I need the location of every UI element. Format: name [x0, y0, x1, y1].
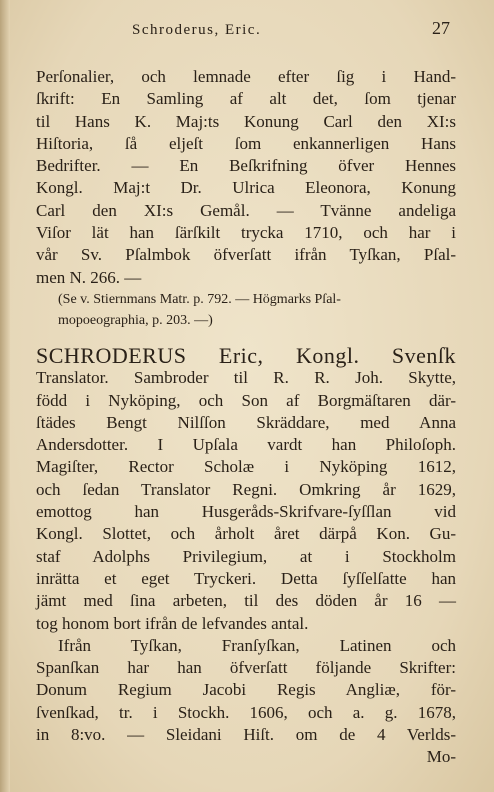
- catchword: Mo-: [426, 747, 456, 767]
- text-line: inrätta et eget Tryckeri. Detta ſyſſelſatte han: [36, 568, 456, 588]
- text-line: vår Sv. Pſalmbok öfverſatt ifrån Tyſkan, Pſal-: [36, 245, 456, 265]
- entry-heading-line: SCHRODERUS Eric, Kongl. Svenſk: [36, 342, 456, 368]
- text-line: Andersdotter. I Upſala vardt han Philoſoph.: [36, 435, 456, 455]
- text-line: Carl den XI:s Gemål. — Tvänne andeliga: [36, 200, 456, 220]
- text-line: Viſor lät han ſärſkilt trycka 1710, och har i: [36, 223, 456, 243]
- body-text: [36, 66, 456, 769]
- text-line: Kongl. Slottet, och årholt året därpå Kon. Gu-: [36, 524, 456, 544]
- text-line: tog honom bort ifrån de lefvandes antal.: [36, 613, 309, 633]
- text-line: ſkrift: En Samling af alt det, ſom tjenar: [36, 89, 456, 109]
- text-line: emottog han Husgeråds-Skrifvare-ſyſſlan vid: [36, 502, 456, 522]
- reference-line: mopoeographia, p. 203. —): [58, 312, 213, 328]
- page-number: 27: [432, 18, 450, 38]
- text-line: Magiſter, Rector Scholæ i Nyköping 1612,: [36, 457, 456, 477]
- text-line: ſvenſkad, tr. i Stockh. 1606, och a. g. 1678,: [36, 702, 456, 722]
- running-head: Schroderus, Eric.: [132, 22, 262, 38]
- text-line: Bedrifter. — En Beſkrifning öfver Hennes: [36, 156, 456, 176]
- text-line: jämt med ſina arbeten, til des döden år 16 —: [36, 591, 456, 611]
- text-line: Ifrån Tyſkan, Franſyſkan, Latinen och: [58, 635, 456, 655]
- text-line: Kongl. Maj:t Dr. Ulrica Eleonora, Konung: [36, 178, 456, 198]
- text-line: Translator. Sambroder til R. R. Joh. Skytte,: [36, 368, 456, 388]
- text-line: in 8:vo. — Sleidani Hiſt. om de 4 Verlds-: [36, 725, 456, 745]
- text-line: Hiſtoria, ſå eljeſt ſom enkannerligen Hans: [36, 133, 456, 153]
- text-line: och ſedan Translator Regni. Omkring år 1629,: [36, 479, 456, 499]
- page-gutter-shadow: [0, 0, 10, 792]
- text-line: Donum Regium Jacobi Regis Angliæ, för-: [36, 680, 456, 700]
- text-line: men N. 266. —: [36, 267, 142, 287]
- text-line: född i Nyköping, och Son af Borgmäſtaren där-: [36, 390, 456, 410]
- text-line: Spanſkan har han öfverſatt följande Skrifter:: [36, 658, 456, 678]
- text-line: ſtädes Bengt Nilſſon Skräddare, med Anna: [36, 412, 456, 432]
- text-line: til Hans K. Maj:ts Konung Carl den XI:s: [36, 111, 456, 131]
- text-line: Perſonalier, och lemnade efter ſig i Hand-: [36, 67, 456, 86]
- text-line: staf Adolphs Privilegium, at i Stockholm: [36, 546, 456, 566]
- page-header: [0, 18, 494, 42]
- reference-line: (Se v. Stiernmans Matr. p. 792. — Högmarks Pſal-: [58, 291, 341, 307]
